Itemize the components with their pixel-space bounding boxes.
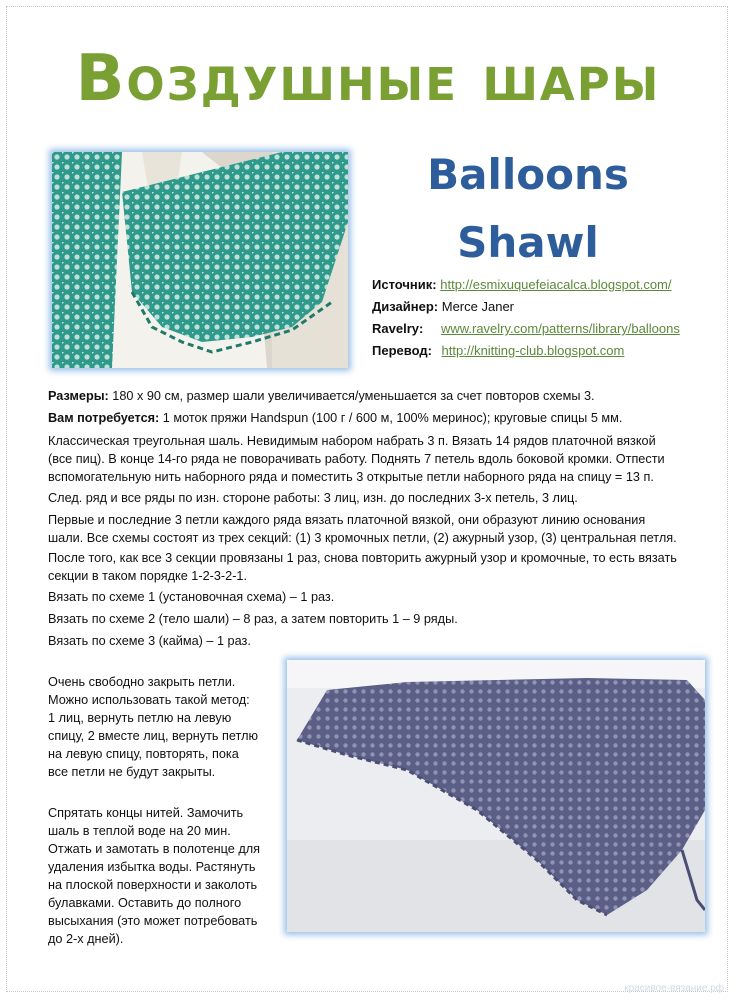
- side-line: на плоской поверхности и заколоть: [48, 878, 258, 892]
- paragraph-5: Вязать по схеме 1 (установочная схема) – 1 раз.: [48, 590, 335, 604]
- side-text-blocking: [48, 804, 278, 948]
- translation-link[interactable]: http://knitting-club.blogspot.com: [441, 343, 625, 358]
- paragraph-4-line: После того, как все 3 секции провязаны 1 раз, снова повторить ажурный узор и кромочные, то есть вязать: [48, 551, 677, 565]
- side-line: Отжать и замотать в полотенце для: [48, 842, 261, 856]
- title-russian: Воздушные шары: [75, 42, 661, 116]
- sizes-label: Размеры:: [48, 389, 109, 403]
- info-source: [372, 277, 672, 292]
- side-line: на левую спицу, повторять, пока: [48, 747, 239, 761]
- info-ravelry: [372, 321, 680, 336]
- sizes-text: 180 х 90 см, размер шали увеличивается/уменьшается за счет повторов схемы 3.: [108, 389, 595, 403]
- paragraph-4: [48, 549, 688, 585]
- paragraph-1: [48, 432, 688, 486]
- paragraph-3-line: Первые и последние 3 петли каждого ряда вязать платочной вязкой, они образуют линию основания: [48, 513, 646, 527]
- source-label: Источник:: [372, 277, 437, 292]
- ravelry-label: Ravelry:: [372, 321, 424, 336]
- paragraph-1-line: (все пиц). В конце 14-го ряда не поворачивать работу. Поднять 7 петель вдоль боковой кромки. Отпести: [48, 452, 665, 466]
- photo-teal-shawl: [52, 152, 348, 368]
- paragraph-3: [48, 511, 688, 547]
- photo-purple-shawl: [287, 660, 705, 932]
- side-line: Спрятать концы нитей. Замочить: [48, 806, 244, 820]
- designer-label: Дизайнер:: [372, 299, 439, 314]
- paragraph-2: След. ряд и все ряды по изн. стороне работы: 3 лиц, изн. до последних 3-х петель, 3 лиц.: [48, 491, 578, 505]
- needs-paragraph: [48, 409, 688, 427]
- title-english-line2: Shawl: [457, 218, 599, 267]
- title-english-line1: Balloons: [427, 150, 629, 199]
- paragraph-1-line: вспомогательную нить наборного ряда и поместить 3 открытые петли наборного ряда на спицу = 13 п.: [48, 470, 654, 484]
- ravelry-link[interactable]: www.ravelry.com/patterns/library/balloons: [440, 321, 680, 336]
- translation-label: Перевод:: [372, 343, 432, 358]
- info-designer: [372, 299, 514, 314]
- side-line: Очень свободно закрыть петли.: [48, 675, 236, 689]
- source-link[interactable]: http://esmixuquefeiacalca.blogspot.com/: [440, 277, 672, 292]
- paragraph-7: Вязать по схеме 3 (кайма) – 1 раз.: [48, 634, 251, 648]
- side-line: все петли не будут закрыты.: [48, 765, 216, 779]
- info-translation: [372, 343, 624, 358]
- paragraph-6: Вязать по схеме 2 (тело шали) – 8 раз, а затем повторить 1 – 9 ряды.: [48, 612, 458, 626]
- side-line: булавками. Оставить до полного: [48, 896, 242, 910]
- side-line: спицу, 2 вместе лиц, вернуть петлю: [48, 729, 259, 743]
- needs-label: Вам потребуется:: [48, 411, 160, 425]
- paragraph-3-line: шали. Все схемы состоят из трех секций: (1) 3 кромочных петли, (2) ажурный узор, (3) центральная петля.: [48, 531, 677, 545]
- side-line: до 2-х дней).: [48, 932, 124, 946]
- designer-value: Merce Janer: [441, 299, 514, 314]
- watermark: красивое-вязание.рф: [624, 983, 724, 994]
- paragraph-1-line: Классическая треугольная шаль. Невидимым набором набрать 3 п. Вязать 14 рядов платочной вязкой: [48, 434, 656, 448]
- side-text-bindoff: [48, 673, 278, 781]
- sizes-paragraph: [48, 387, 688, 405]
- side-line: шаль в теплой воде на 20 мин.: [48, 824, 231, 838]
- needs-text: 1 моток пряжи Handspun (100 г / 600 м, 100% меринос); круговые спицы 5 мм.: [159, 411, 623, 425]
- side-line: высыхания (это может потребовать: [48, 914, 258, 928]
- paragraph-4-line: секции в таком порядке 1-2-3-2-1.: [48, 569, 247, 583]
- side-line: 1 лиц, вернуть петлю на левую: [48, 711, 232, 725]
- side-line: Можно использовать такой метод:: [48, 693, 250, 707]
- side-line: удаления избытка воды. Растянуть: [48, 860, 256, 874]
